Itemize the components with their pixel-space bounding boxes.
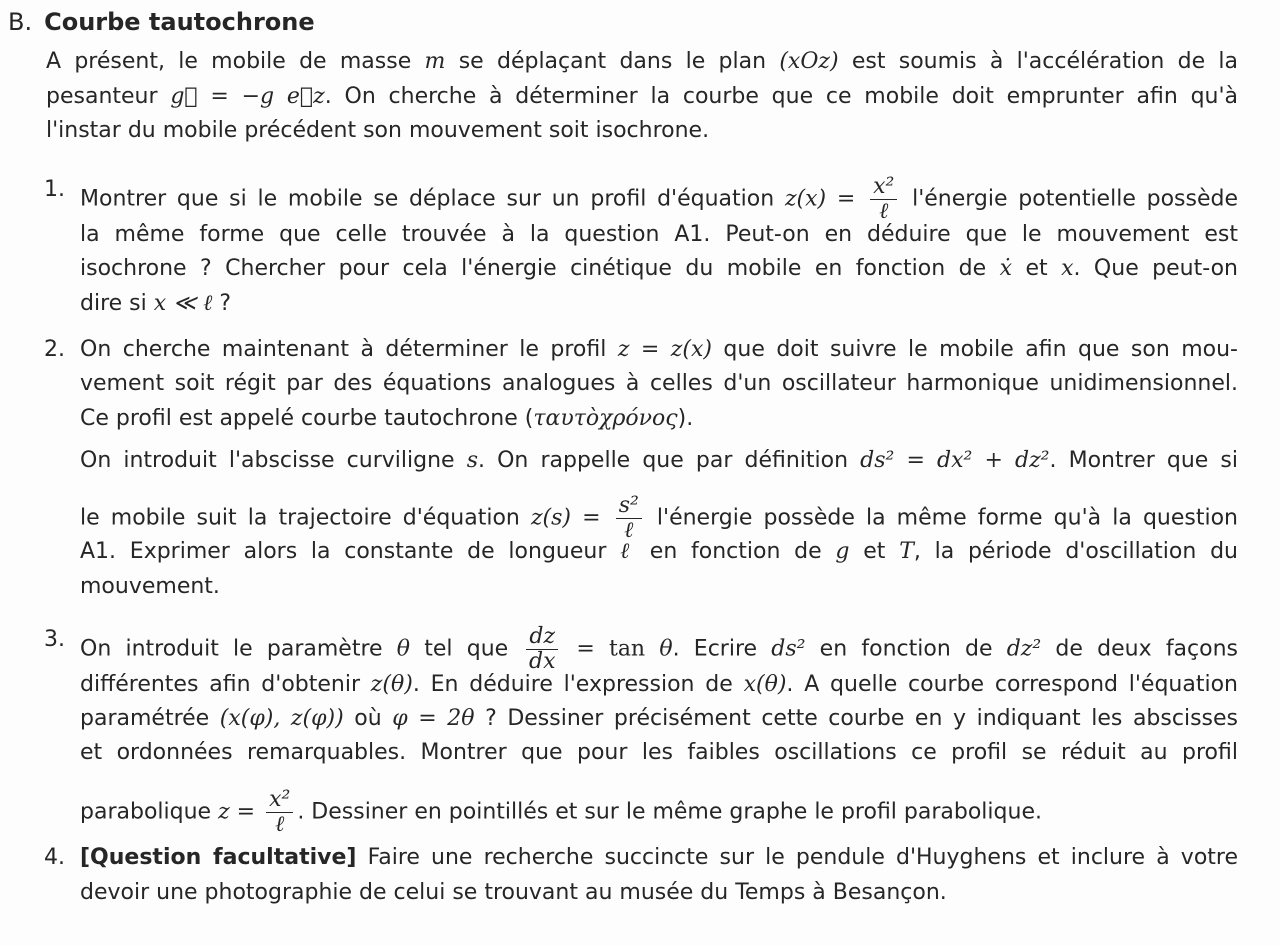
- text-run: en fonction de: [636, 539, 836, 564]
- text-run: devoir une photographie de celui se trouvant au musée du Temps à Besançon.: [80, 880, 947, 905]
- text-run: . En déduire l'expression de: [412, 672, 744, 697]
- text-run: l'énergie potentielle possède: [901, 186, 1239, 212]
- question-line: [80, 174, 1239, 224]
- question-number: 3.: [44, 627, 65, 652]
- math-expression: T: [899, 539, 914, 564]
- math-expression: ℓ: [620, 539, 637, 564]
- math-fraction: [870, 175, 897, 224]
- question-line: [80, 843, 1238, 873]
- text-run: mouvement.: [80, 574, 220, 599]
- text-run: se déplaçant dans le plan: [445, 49, 780, 74]
- text-run: de deux façons: [1041, 636, 1239, 662]
- text-run: On introduit le paramètre: [80, 636, 397, 662]
- intro-line: [46, 47, 1238, 77]
- section-title: Courbe tautochrone: [44, 8, 315, 36]
- text-run: que doit suivre le mobile afin que son mou-: [711, 337, 1239, 362]
- text-run: la même forme que celle trouvée à la question A1. Peut-on en déduire que le mouvement est: [80, 222, 1238, 247]
- question-number: 4.: [44, 845, 65, 870]
- math-expression: m: [424, 49, 446, 74]
- text-run: . On cherche à déterminer la courbe que ce mobile doit emprunter afin qu'à: [324, 84, 1239, 109]
- text-run: où: [343, 706, 393, 731]
- math-expression: z(θ): [370, 672, 413, 697]
- text-run: vement soit régit par des équations analogues à celles d'un oscillateur harmonique unidimensionnel.: [80, 371, 1238, 396]
- text-run: . Montrer que si: [1049, 448, 1239, 473]
- math-expression: z(s): [530, 505, 572, 531]
- math-operator: =: [229, 799, 263, 825]
- fraction-denominator: dx: [529, 649, 556, 674]
- question-line: [80, 254, 1238, 284]
- text-run: . Que peut-on: [1073, 256, 1238, 281]
- text-run: ).: [677, 406, 694, 431]
- math-operator: =: [826, 186, 867, 212]
- question-line: [80, 369, 1238, 399]
- text-run: différentes afin d'obtenir: [80, 672, 371, 697]
- question-line: [80, 704, 1238, 734]
- math-expression: s: [466, 448, 478, 473]
- math-expression: θ: [659, 636, 673, 662]
- text-run: parabolique: [80, 799, 219, 825]
- question-line: [80, 404, 1238, 434]
- math-expression: g: [835, 539, 850, 564]
- text-run: ? Dessiner précisément cette courbe en y indiquant les abscisses: [474, 706, 1238, 731]
- question-number: 1.: [44, 177, 65, 202]
- text-run: A1. Exprimer alors la constante de longueur: [80, 539, 621, 564]
- question-line: [80, 738, 1238, 768]
- bold-label: [Question facultative]: [80, 845, 357, 870]
- text-run: pesanteur: [46, 84, 171, 109]
- math-expression: θ: [396, 636, 411, 662]
- text-run: Montrer que si le mobile se déplace sur un profil d'équation: [80, 186, 785, 212]
- question-line: [80, 878, 1238, 908]
- text-run: tel que: [410, 636, 523, 662]
- intro-line: [46, 116, 1238, 146]
- text-run: et ordonnées remarquables. Montrer que pour les faibles oscillations ce profil se réduit au profil: [80, 740, 1238, 765]
- text-run: et: [1011, 256, 1062, 281]
- math-expression: g⃗ = −g e⃗: [170, 84, 314, 109]
- question-line: [80, 446, 1238, 476]
- text-run: On cherche maintenant à déterminer le profil: [80, 337, 618, 362]
- text-run: Faire une recherche succincte sur le pendule d'Huyghens et inclure à votre: [356, 845, 1239, 870]
- question-line: [80, 289, 1238, 319]
- math-expression: ds²: [771, 636, 806, 662]
- question-line: [80, 670, 1238, 700]
- text-run: l'instar du mobile précédent son mouvement soit isochrone.: [46, 118, 710, 143]
- math-operator: = tan: [562, 636, 660, 662]
- math-expression: (xOz): [779, 49, 839, 74]
- text-run: . Dessiner en pointillés et sur le même graphe le profil parabolique.: [297, 799, 1042, 825]
- math-expression: φ = 2θ: [392, 706, 475, 731]
- text-run: et: [849, 539, 900, 564]
- math-expression: dz²: [1006, 636, 1042, 662]
- math-expression: z = z(x): [617, 337, 712, 362]
- question-line: [80, 493, 1238, 543]
- text-run: est soumis à l'accélération de la: [838, 49, 1238, 74]
- section-number: B.: [8, 8, 33, 36]
- text-run: en fonction de: [805, 636, 1007, 662]
- fraction-denominator: ℓ: [879, 199, 889, 224]
- math-expression: z: [218, 799, 230, 825]
- text-run: . Ecrire: [672, 636, 772, 662]
- section-heading: [8, 6, 315, 38]
- text-run: ?: [212, 291, 231, 316]
- question-line: [80, 787, 1238, 837]
- fraction-numerator: s²: [616, 494, 642, 519]
- math-expression: x(θ): [743, 672, 787, 697]
- math-expression: z: [313, 84, 325, 109]
- question-line: [80, 335, 1238, 365]
- math-fraction: [616, 494, 642, 543]
- text-run: le mobile suit la trajectoire d'équation: [80, 505, 531, 531]
- text-run: l'énergie possède la même forme qu'à la question: [645, 505, 1238, 531]
- fraction-numerator: x²: [870, 175, 897, 200]
- fraction-numerator: x²: [266, 788, 293, 813]
- math-expression: z(x): [784, 186, 827, 212]
- fraction-numerator: dz: [526, 625, 558, 650]
- question-line: [80, 537, 1238, 567]
- intro-line: [46, 82, 1238, 112]
- math-expression: ds² = dx² + dz²: [860, 448, 1050, 473]
- math-expression: (x(φ), z(φ)): [219, 706, 344, 731]
- math-expression: x ≪ ℓ: [153, 291, 213, 316]
- text-run: isochrone ? Chercher pour cela l'énergie cinétique du mobile en fonction de: [80, 256, 1000, 281]
- math-fraction: [526, 625, 558, 674]
- question-line: [80, 220, 1238, 250]
- text-run: Ce profil est appelé courbe tautochrone (: [80, 406, 534, 431]
- math-expression: ẋ: [999, 256, 1012, 281]
- fraction-denominator: ℓ: [624, 518, 634, 543]
- text-run: . A quelle courbe correspond l'équation: [786, 672, 1238, 697]
- text-run: , la période d'oscillation du: [913, 539, 1238, 564]
- fraction-denominator: ℓ: [275, 812, 285, 837]
- math-operator: =: [571, 505, 612, 531]
- text-run: A présent, le mobile de masse: [46, 49, 425, 74]
- math-fraction: [266, 788, 293, 837]
- question-line: [80, 624, 1239, 674]
- text-run: . On rappelle que par définition: [477, 448, 861, 473]
- text-run: dire si: [80, 291, 154, 316]
- question-line: [80, 572, 1238, 602]
- question-number: 2.: [44, 337, 65, 362]
- text-run: paramétrée: [80, 706, 220, 731]
- math-expression: x: [1061, 256, 1074, 281]
- math-expression: ταυτὸχρόνος: [533, 406, 678, 431]
- text-run: On introduit l'abscisse curviligne: [80, 448, 467, 473]
